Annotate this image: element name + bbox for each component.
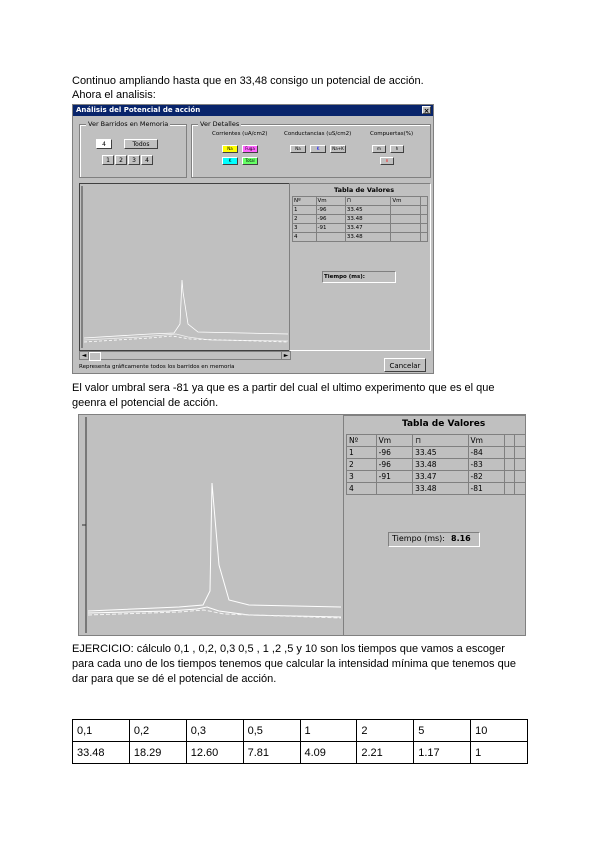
zoom-header-cell (515, 435, 526, 447)
exercise-line-2: para cada uno de los tiempos tenemos que calcular la intensidad mínima que tenemos que (72, 658, 516, 670)
cancel-button[interactable]: Cancelar (384, 358, 426, 372)
zoom-values-panel (343, 415, 526, 636)
zoom-tiempo-field[interactable] (388, 532, 480, 547)
table-cell: 3 (293, 224, 317, 233)
results-intensity-row (73, 742, 528, 764)
table-cell (505, 459, 515, 471)
table-cell: -96 (316, 206, 345, 215)
table-cell: -96 (376, 459, 412, 471)
corriente-k-button[interactable]: K (222, 157, 238, 165)
values-table-title: Tabla de Valores (334, 186, 395, 194)
todos-button[interactable]: Todos (124, 139, 158, 149)
time-cell: 1 (300, 720, 357, 742)
intensity-cell: 12.60 (186, 742, 243, 764)
details-group (191, 120, 431, 178)
table-cell: 4 (293, 233, 317, 242)
conductancia-k-button[interactable]: K (310, 145, 326, 153)
zoom-trace-3 (88, 610, 341, 618)
table-cell: 1 (293, 206, 317, 215)
threshold-line-1: El valor umbral sera -81 ya que es a partir del cual el ultimo experimento que es el que (72, 382, 495, 394)
sweep-button-3[interactable]: 3 (128, 155, 140, 165)
time-cell: 10 (471, 720, 528, 742)
corriente-fuga-button[interactable]: Fuga (242, 145, 258, 153)
zoom-screenshot (78, 414, 526, 636)
sweep-button-4[interactable]: 4 (141, 155, 153, 165)
zoom-tiempo-label: Tiempo (ms): (392, 534, 445, 543)
table-cell (391, 233, 420, 242)
values-header-cell: ⊓ (345, 197, 390, 206)
table-cell: 2 (347, 459, 377, 471)
table-cell (316, 233, 345, 242)
table-cell (376, 483, 412, 495)
table-row (293, 233, 428, 242)
table-cell: 33.48 (413, 483, 468, 495)
conductancias-label: Conductancias (uS/cm2) (284, 131, 352, 137)
table-cell: 33.48 (345, 233, 390, 242)
scroll-right-icon[interactable]: ► (281, 352, 290, 359)
window-titlebar (73, 105, 433, 116)
zoom-voltage-plot (79, 415, 343, 635)
zoom-plot-svg (79, 415, 343, 635)
zoom-header-cell: Vm (468, 435, 504, 447)
window-title: Análisis del Potencial de acción (76, 106, 201, 114)
table-cell (505, 471, 515, 483)
table-cell: -81 (468, 483, 504, 495)
table-cell (420, 206, 427, 215)
table-cell: 33.48 (413, 459, 468, 471)
tiempo-label: Tiempo (ms): (324, 274, 365, 280)
table-cell: -91 (316, 224, 345, 233)
threshold-line-2: geenra el potencial de acción. (72, 397, 219, 409)
zoom-tiempo-value: 8.16 (451, 534, 471, 543)
values-header-cell: Nº (293, 197, 317, 206)
intensity-cell: 2.21 (357, 742, 414, 764)
time-cell: 0,2 (129, 720, 186, 742)
table-cell (515, 471, 526, 483)
compuerta-n-button[interactable]: n (380, 157, 394, 165)
table-cell (391, 206, 420, 215)
zoom-header-cell: Nº (347, 435, 377, 447)
table-row (293, 215, 428, 224)
corriente-na-button[interactable]: Na (222, 145, 238, 153)
table-cell (505, 447, 515, 459)
values-table (292, 196, 428, 242)
zoom-header-cell: ⊓ (413, 435, 468, 447)
exercise-line-3: dar para que se dé el potencial de acción. (72, 673, 277, 685)
plot-trace-1 (84, 280, 288, 338)
zoom-trace-1 (88, 483, 341, 611)
compuerta-m-button[interactable]: m (372, 145, 386, 153)
values-header-cell: Vm (391, 197, 420, 206)
corrientes-label: Corrientes (uA/cm2) (212, 131, 268, 137)
table-cell (420, 233, 427, 242)
table-row (347, 483, 526, 495)
time-cell: 2 (357, 720, 414, 742)
zoom-table-title: Tabla de Valores (402, 419, 486, 429)
table-row (293, 224, 428, 233)
memory-count-field[interactable]: 4 (96, 139, 112, 149)
values-header-cell (420, 197, 427, 206)
results-times-row (73, 720, 528, 742)
corriente-total-button[interactable]: Total (242, 157, 258, 165)
intensity-cell: 1.17 (414, 742, 471, 764)
zoom-table-header (347, 435, 526, 447)
intensity-cell: 33.48 (73, 742, 130, 764)
scroll-thumb[interactable] (89, 352, 101, 361)
analysis-window (72, 104, 434, 374)
voltage-plot (79, 183, 291, 351)
table-row (293, 206, 428, 215)
table-cell: 33.47 (413, 471, 468, 483)
scroll-left-icon[interactable]: ◄ (80, 352, 89, 359)
status-bar-text: Representa gráficamente todos los barridos en memoria (79, 364, 235, 370)
compuertas-label: Compuertas(%) (370, 131, 414, 137)
sweep-button-2[interactable]: 2 (115, 155, 127, 165)
time-cell: 0,5 (243, 720, 300, 742)
intensity-cell: 1 (471, 742, 528, 764)
table-cell: 3 (347, 471, 377, 483)
table-cell: 2 (293, 215, 317, 224)
table-row (347, 471, 526, 483)
table-cell: -83 (468, 459, 504, 471)
tiempo-field[interactable] (322, 271, 396, 283)
memory-group (79, 120, 187, 178)
table-row (347, 447, 526, 459)
horizontal-scrollbar[interactable] (79, 351, 291, 360)
values-header-cell: Vm (316, 197, 345, 206)
table-cell (420, 215, 427, 224)
table-cell (505, 483, 515, 495)
zoom-header-cell: Vm (376, 435, 412, 447)
values-panel (289, 183, 431, 370)
intensity-cell: 4.09 (300, 742, 357, 764)
table-cell (391, 215, 420, 224)
table-row (347, 459, 526, 471)
conductancia-na-k-button[interactable]: Na+K (330, 145, 346, 153)
compuerta-h-button[interactable]: h (390, 145, 404, 153)
table-cell: 33.47 (345, 224, 390, 233)
conductancia-na-button[interactable]: Na (290, 145, 306, 153)
intensity-cell: 18.29 (129, 742, 186, 764)
close-button[interactable]: × (423, 107, 430, 115)
table-cell (515, 447, 526, 459)
table-cell: -96 (316, 215, 345, 224)
table-cell: 33.48 (345, 215, 390, 224)
table-cell: -82 (468, 471, 504, 483)
zoom-header-cell (505, 435, 515, 447)
table-cell: -84 (468, 447, 504, 459)
table-cell (391, 224, 420, 233)
table-cell: -91 (376, 471, 412, 483)
table-cell: 33.45 (345, 206, 390, 215)
time-cell: 5 (414, 720, 471, 742)
intro-line-2: Ahora el analisis: (72, 89, 156, 101)
exercise-line-1: EJERCICIO: cálculo 0,1 , 0,2, 0,3 0,5 , 1 ,2 ,5 y 10 son los tiempos que vamos a escoger (72, 643, 505, 655)
details-group-title: Ver Detalles (200, 120, 240, 128)
results-table (72, 719, 528, 764)
intro-line-1: Continuo ampliando hasta que en 33,48 consigo un potencial de acción. (72, 75, 424, 87)
table-cell: 33.45 (413, 447, 468, 459)
intensity-cell: 7.81 (243, 742, 300, 764)
table-cell (420, 224, 427, 233)
table-cell (515, 483, 526, 495)
values-table-header (293, 197, 428, 206)
table-cell: -96 (376, 447, 412, 459)
memory-group-title: Ver Barridos en Memoria (88, 120, 169, 128)
table-cell: 4 (347, 483, 377, 495)
time-cell: 0,3 (186, 720, 243, 742)
voltage-plot-svg (80, 184, 290, 350)
table-cell (515, 459, 526, 471)
time-cell: 0,1 (73, 720, 130, 742)
table-cell: 1 (347, 447, 377, 459)
zoom-values-table (346, 434, 526, 495)
sweep-button-1[interactable]: 1 (102, 155, 114, 165)
